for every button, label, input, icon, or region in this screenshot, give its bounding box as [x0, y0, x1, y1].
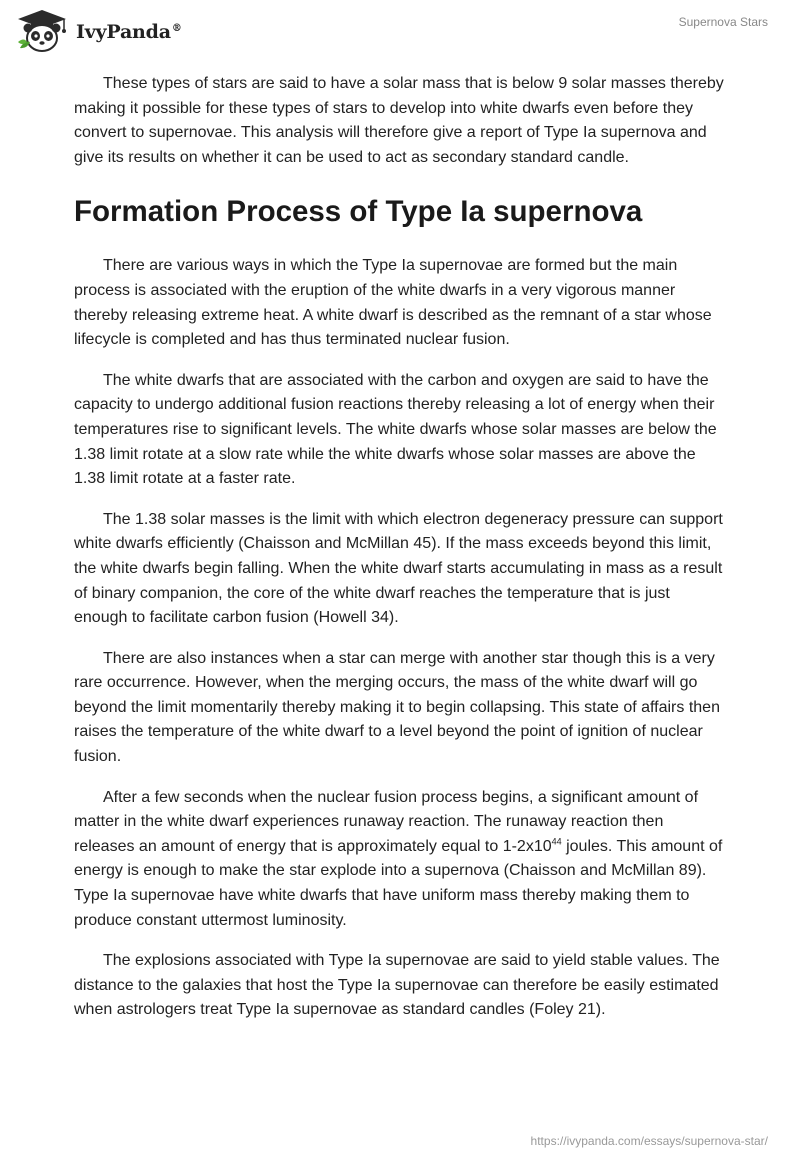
source-url[interactable]: https://ivypanda.com/essays/supernova-star/ — [530, 1134, 768, 1148]
exponent: 44 — [551, 836, 562, 847]
paragraph: There are also instances when a star can merge with another star though this is a very rare occurrence. However, when the merging occurs, the mass of the white dwarf will go beyond the limit momentarily thereby making it to begin collapsing. This state of affairs then raises the temperature of the white dwarf to a level beyond the point of ignition of nuclear fusion. — [74, 649, 720, 766]
panda-mascot-icon — [14, 8, 70, 54]
paragraph: The white dwarfs that are associated with the carbon and oxygen are said to have the capacity to undergo additional fusion reactions thereby releasing a lot of energy when their temperatures rise to significant levels. The white dwarfs whose solar masses are below the 1.38 limit rotate at a slow rate while the white dwarfs whose solar masses are above the 1.38 limit rotate at a faster rate. — [74, 371, 717, 488]
paragraph-text: joules. This amount of energy is enough to make the star explode into a supernova (Chaisson and McMillan 89). Type Ia supernovae have white dwarfs that have uniform mass thereby making them to produce constant uttermost luminosity. — [74, 837, 723, 929]
running-title: Supernova Stars — [678, 15, 768, 29]
ivypanda-logo[interactable] — [14, 8, 182, 54]
paragraph: The explosions associated with Type Ia supernovae are said to yield stable values. The distance to the galaxies that host the Type Ia supernovae can therefore be easily estimated when astrologers treat Type Ia supernovae as standard candles (Foley 21). — [74, 952, 720, 1019]
logo-wordmark: IvyPanda® — [76, 21, 182, 43]
page-header — [0, 0, 800, 70]
paragraph: There are various ways in which the Type Ia supernovae are formed but the main process is associated with the eruption of the white dwarfs in a very vigorous manner thereby releasing extreme heat. A white dwarf is described as the remnant of a star whose lifecycle is completed and has thus terminated nuclear fusion. — [74, 257, 712, 349]
section-heading: Formation Process of Type Ia supernova — [74, 195, 643, 229]
registered-mark: ® — [171, 22, 182, 34]
essay-body — [74, 72, 726, 1039]
paragraph — [74, 786, 726, 934]
paragraph: The 1.38 solar masses is the limit with which electron degeneracy pressure can support white dwarfs efficiently (Chaisson and McMillan 45). If the mass exceeds beyond this limit, the white dwarfs begin falling. When the white dwarf starts accumulating in mass as a result of binary companion, the core of the white dwarf reaches the temperature that is just enough to facilitate carbon fusion (Howell 34). — [74, 510, 723, 627]
paragraph: These types of stars are said to have a solar mass that is below 9 solar masses thereby making it possible for these types of stars to develop into white dwarfs even before they convert to supernovae. This analysis will therefore give a report of Type Ia supernova and give its results on whether it can be used to act as secondary standard candle. — [74, 75, 724, 166]
paragraph-text: After a few seconds when the nuclear fusion process begins, a significant amount of matter in the white dwarf experiences runaway reaction. The runaway reaction then releases an amount of energy that is approximately equal to 1-2x10 — [74, 788, 699, 855]
